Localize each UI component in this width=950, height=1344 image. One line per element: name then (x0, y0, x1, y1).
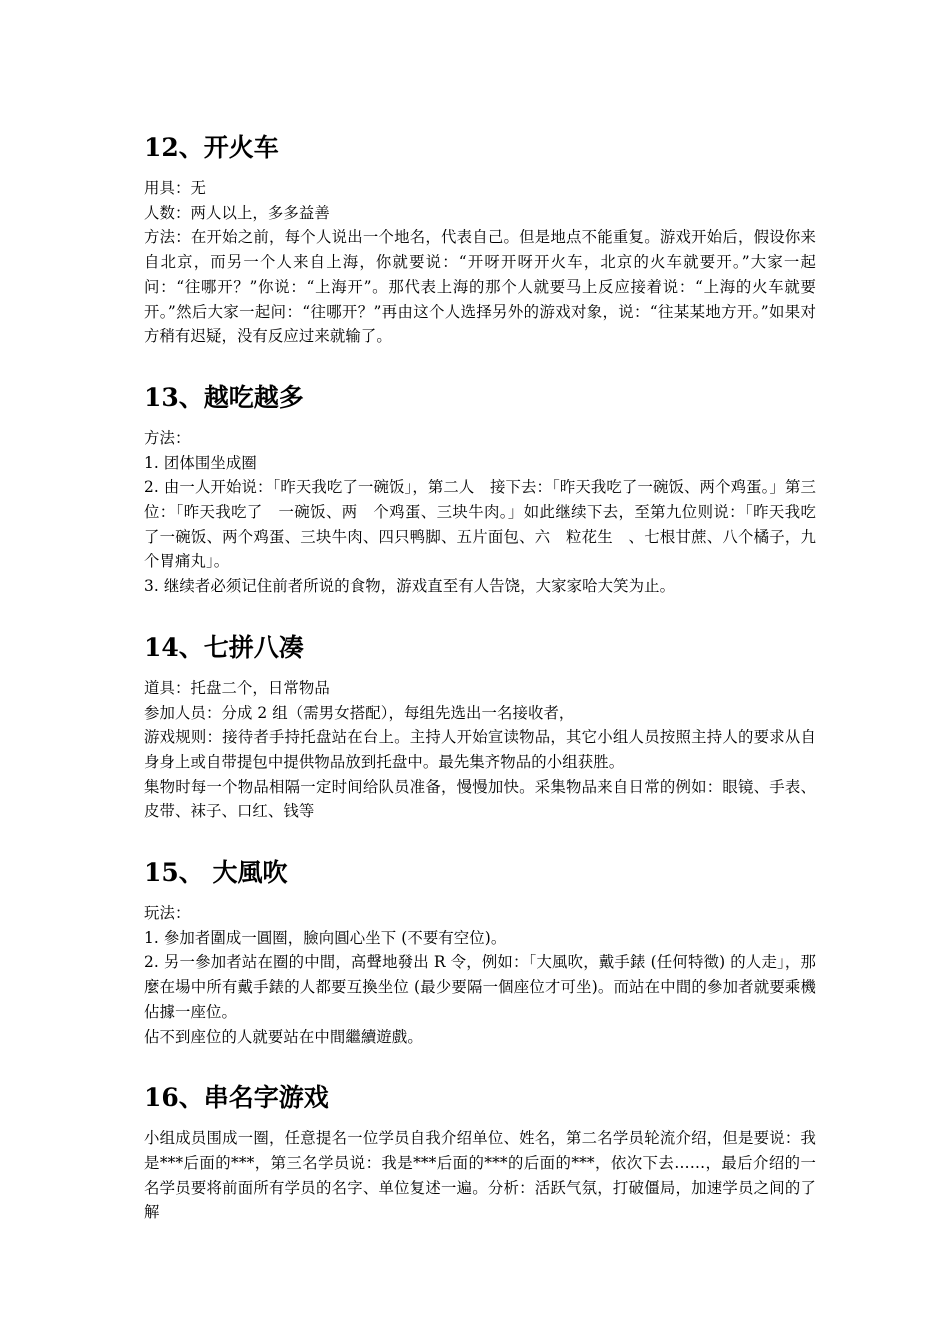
paragraph-line: 小组成员围成一圈，任意提名一位学员自我介绍单位、姓名，第二名学员轮流介绍，但是要说：我是***后面的***，第三名学员说：我是***后面的***的后面的***，依次下去……，最后介绍的一名学员要将前面所有学员的名字、单位复述一遍。分析：活跃气氛，打破僵局，加速学员之间的了解 (144, 1129, 816, 1222)
paragraph-line: 1. 參加者圍成一圓圈，臉向圓心坐下 (不要有空位)。 (144, 928, 507, 947)
paragraph-line: 佔不到座位的人就要站在中間繼續遊戲。 (144, 1027, 423, 1046)
section-12-kai-huoche (144, 128, 816, 349)
section-title: 15、 大風吹 (144, 858, 288, 888)
paragraph-line: 2. 由一人开始说：「昨天我吃了一碗饭」，第二人 接下去：「昨天我吃了一碗饭、两个鸡蛋。」第三位：「昨天我吃了 一碗饭、两 个鸡蛋、三块牛肉。」如此继续下去，至第九位则说：「昨天我吃了一碗饭、两个鸡蛋、三块牛肉、四只鸭脚、五片面包、六 粒花生 、七根甘蔗、八个橘子，九个胃痛丸」。 (144, 478, 816, 571)
paragraph-line: 游戏规则：接待者手持托盘站在台上。主持人开始宣读物品，其它小组人员按照主持人的要求从自身身上或自带提包中提供物品放到托盘中。最先集齐物品的小组获胜。 (144, 728, 816, 771)
paragraph-line: 1. 团体围坐成圈 (144, 453, 257, 472)
paragraph-line: 方法： (144, 428, 191, 447)
paragraph-line: 人数：两人以上，多多益善 (144, 203, 330, 222)
section-16-chuan-mingzi (144, 1078, 816, 1225)
section-14-qipin-bacou (144, 628, 816, 824)
paragraph-line: 用具：无 (144, 179, 206, 197)
section-title: 14、七拼八凑 (144, 632, 304, 662)
paragraph-line: 3. 继续者必须记住前者所说的食物，游戏直至有人告饶，大家家哈大笑为止。 (144, 577, 676, 596)
section-title: 16、串名字游戏 (144, 1083, 329, 1113)
paragraph-line: 玩法： (144, 904, 191, 923)
section-15-dafengchui (144, 853, 816, 1049)
section-title: 12、开火车 (144, 133, 279, 162)
paragraph-line: 集物时每一个物品相隔一定时间给队员准备，慢慢加快。采集物品来自日常的例如：眼镜、手表、皮带、袜子、口红、钱等 (144, 777, 816, 821)
section-13-yuechi-yueduo (144, 378, 816, 599)
paragraph-line: 参加人员：分成 2 组（需男女搭配），每组先选出一名接收者， (144, 703, 575, 722)
paragraph-line: 方法：在开始之前，每个人说出一个地名，代表自己。但是地点不能重复。游戏开始后，假设你来自北京，而另一个人来自上海，你就要说：“开呀开呀开火车，北京的火车就要开。”大家一起问：“往哪开？”你说：“上海开”。那代表上海的那个人就要马上反应接着说：“上海的火车就要开。”然后大家一起问：“往哪开？”再由这个人选择另外的游戏对象，说：“往某某地方开。”如果对方稍有迟疑，没有反应过来就输了。 (144, 228, 816, 346)
paragraph-line: 道具：托盘二个，日常物品 (144, 678, 330, 697)
section-title: 13、越吃越多 (144, 382, 304, 412)
paragraph-line: 2. 另一參加者站在圈的中間，高聲地發出 R 令，例如：「大風吹，戴手錶 (任何特徵) 的人走」，那麼在場中所有戴手錶的人都要互換坐位 (最少要隔一個座位才可坐)。而站在中間的參加者就要乘機佔據一座位。 (144, 953, 816, 1021)
document-body (144, 128, 816, 1254)
